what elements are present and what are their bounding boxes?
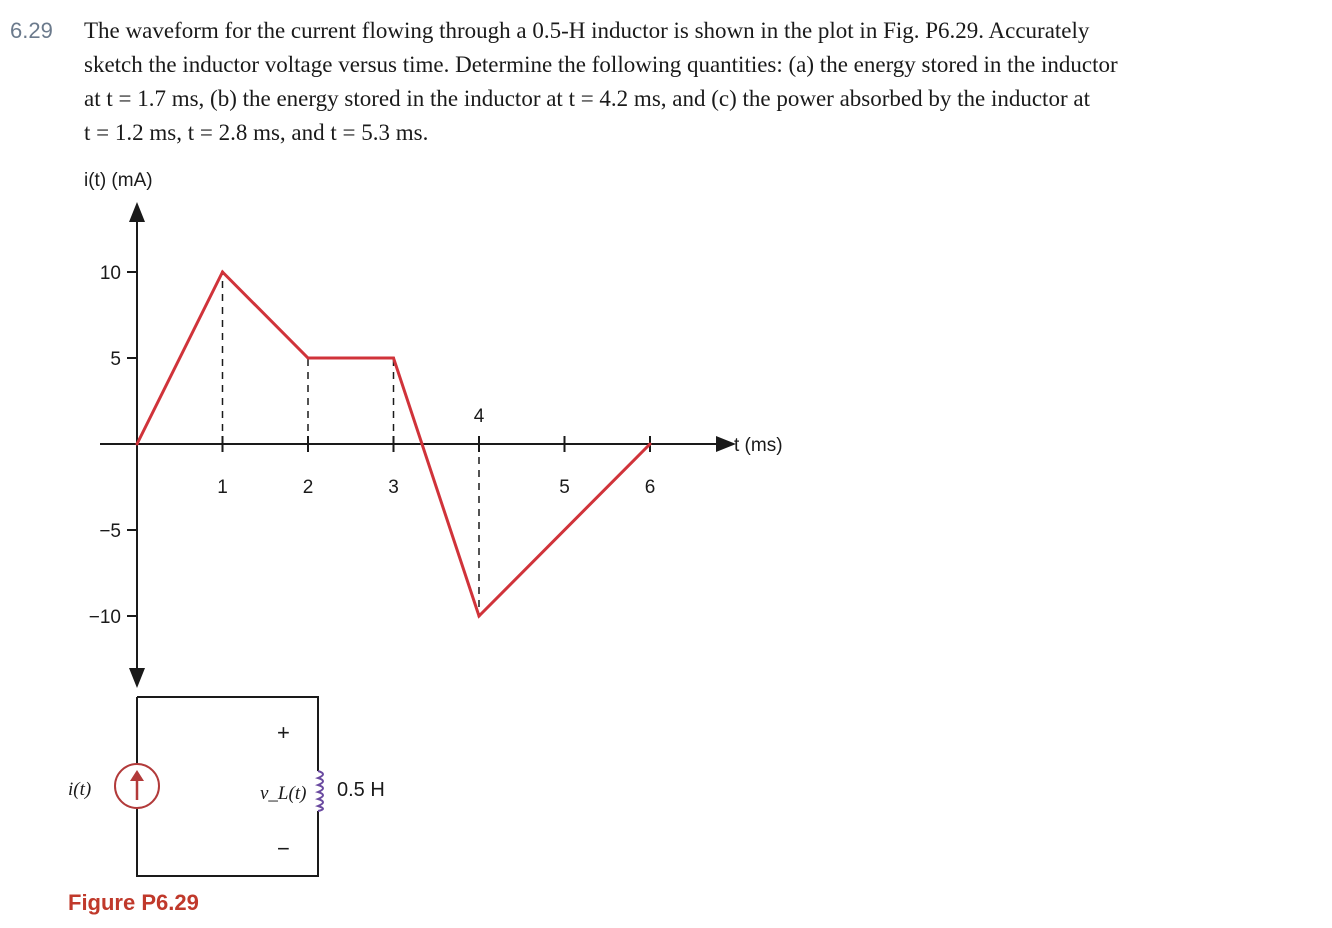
inductor-label: 0.5 H xyxy=(337,779,385,801)
x-tick-label: 5 xyxy=(559,477,570,498)
circuit-diagram xyxy=(68,697,385,876)
problem-line-3: at t = 1.7 ms, (b) the energy stored in the inductor at t = 4.2 ms, and (c) the power absorbed by the inductor at xyxy=(84,86,1090,111)
data-point xyxy=(307,357,310,360)
axes xyxy=(100,212,726,678)
tick-marks xyxy=(89,263,656,628)
voltage-label: v_L(t) xyxy=(260,783,307,804)
problem-line-2: sketch the inductor voltage versus time. Determine the following quantities: (a) the energy stored in the inductor xyxy=(84,52,1118,77)
plus-sign: + xyxy=(277,720,290,745)
y-tick-label: 5 xyxy=(110,349,121,370)
current-waveform-chart xyxy=(84,170,783,678)
source-label: i(t) xyxy=(68,779,92,800)
problem-line-4: t = 1.2 ms, t = 2.8 ms, and t = 5.3 ms. xyxy=(84,120,429,145)
data-point xyxy=(136,443,139,446)
minus-sign: − xyxy=(277,836,290,861)
x-tick-label: 2 xyxy=(302,477,314,498)
x-tick-label: 4 xyxy=(473,406,485,427)
problem-line-1: The waveform for the current flowing through a 0.5-H inductor is shown in the plot in Fig. P6.29. Accurately xyxy=(84,18,1090,43)
data-point xyxy=(649,443,652,446)
y-axis-label: i(t) (mA) xyxy=(84,170,153,191)
x-tick-label: 3 xyxy=(388,477,399,498)
circuit-wire-bottom xyxy=(137,808,318,876)
x-tick-label: 6 xyxy=(644,477,656,498)
x-tick-label: 1 xyxy=(217,477,228,498)
y-tick-label: −5 xyxy=(99,521,121,542)
data-point xyxy=(392,357,395,360)
problem-number: 6.29 xyxy=(10,18,53,43)
x-axis-label: t (ms) xyxy=(734,435,783,456)
circuit-wire-top xyxy=(137,697,318,771)
y-tick-label: −10 xyxy=(88,607,121,628)
data-point xyxy=(478,615,481,618)
figure-caption: Figure P6.29 xyxy=(68,890,199,915)
inductor-coil-icon xyxy=(318,771,323,811)
data-point xyxy=(221,271,224,274)
y-tick-label: 10 xyxy=(99,263,121,284)
